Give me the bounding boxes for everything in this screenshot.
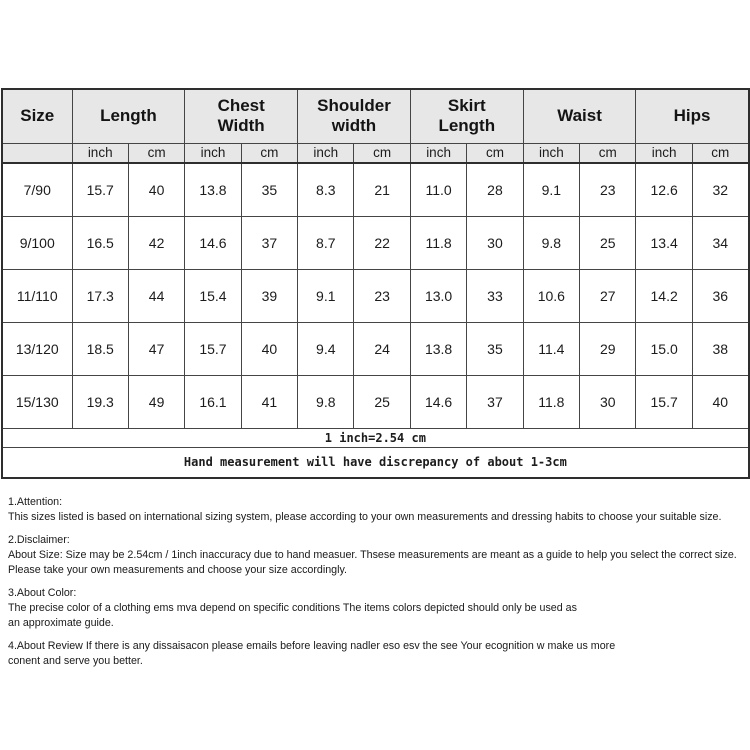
size-cell: 11/110 [2,269,72,322]
size-cell: 13/120 [2,322,72,375]
unit-label: inch [410,143,466,163]
note-section [8,495,748,525]
measurement-cell: 12.6 [636,163,692,216]
measurement-cell: 13.8 [185,163,241,216]
unit-label: inch [636,143,692,163]
measurement-cell: 34 [692,216,748,269]
measurement-cell: 11.4 [523,322,579,375]
measurement-cell: 23 [580,163,636,216]
measurement-cell: 23 [354,269,410,322]
note-line: This sizes listed is based on international sizing system, please according to your own measurements and dressing habits to choose your suitable size. [8,511,722,523]
note-section [8,533,748,578]
header-group: Shoulder width [298,89,411,143]
measurement-cell: 8.7 [298,216,354,269]
measurement-cell: 16.1 [185,375,241,428]
size-cell: 9/100 [2,216,72,269]
measurement-cell: 39 [241,269,297,322]
unit-label: cm [354,143,410,163]
measurement-cell: 37 [467,375,523,428]
note-heading: 1.Attention: [8,496,63,508]
note-line: The precise color of a clothing ems mva depend on specific conditions The items colors depicted should only be used as [8,602,577,614]
unit-label: inch [185,143,241,163]
footnote-cell: 1 inch=2.54 cm [2,428,749,447]
unit-label: cm [692,143,748,163]
header-group: Skirt Length [410,89,523,143]
measurement-cell: 10.6 [523,269,579,322]
unit-label: inch [72,143,128,163]
measurement-cell: 35 [467,322,523,375]
unit-label: cm [241,143,297,163]
measurement-cell: 15.4 [185,269,241,322]
unit-label: inch [523,143,579,163]
measurement-cell: 15.7 [185,322,241,375]
note-heading: 2.Disclaimer: [8,534,70,546]
measurement-cell: 40 [692,375,748,428]
measurement-cell: 32 [692,163,748,216]
header-group: Length [72,89,185,143]
note-section [8,586,748,631]
measurement-cell: 11.8 [410,216,466,269]
unit-label: cm [128,143,184,163]
measurement-cell: 9.8 [523,216,579,269]
measurement-cell: 18.5 [72,322,128,375]
header-group: Chest Width [185,89,298,143]
notes [8,495,748,677]
measurement-cell: 21 [354,163,410,216]
measurement-cell: 38 [692,322,748,375]
note-line: About Size: Size may be 2.54cm / 1inch inaccuracy due to hand measuer. Thsese measurements are meant as a guide to help you select the correct size. [8,549,737,561]
measurement-cell: 13.8 [410,322,466,375]
note-line: an approximate guide. [8,617,114,629]
table-row [2,322,749,375]
measurement-cell: 19.3 [72,375,128,428]
measurement-cell: 49 [128,375,184,428]
measurement-cell: 15.7 [636,375,692,428]
measurement-cell: 16.5 [72,216,128,269]
table-row [2,269,749,322]
table-row [2,163,749,216]
unit-label: cm [467,143,523,163]
measurement-cell: 9.4 [298,322,354,375]
note-section [8,639,748,669]
note-line: 4.About Review If there is any dissaisacon please emails before leaving nadler eso esv the see Your ecognition w make us more [8,640,616,652]
measurement-cell: 40 [128,163,184,216]
footnote-row [2,428,749,447]
measurement-cell: 33 [467,269,523,322]
note-line: Please take your own measurements and choose your size accordingly. [8,564,348,576]
measurement-cell: 9.8 [298,375,354,428]
table-header-row [2,89,749,143]
measurement-cell: 13.4 [636,216,692,269]
table-row [2,375,749,428]
footnote-cell: Hand measurement will have discrepancy of about 1-3cm [2,447,749,478]
measurement-cell: 25 [580,216,636,269]
footnote-row [2,447,749,478]
measurement-cell: 37 [241,216,297,269]
measurement-cell: 11.0 [410,163,466,216]
measurement-cell: 24 [354,322,410,375]
measurement-cell: 42 [128,216,184,269]
unit-spacer [2,143,72,163]
header-group: Hips [636,89,749,143]
measurement-cell: 15.0 [636,322,692,375]
size-cell: 7/90 [2,163,72,216]
measurement-cell: 8.3 [298,163,354,216]
measurement-cell: 41 [241,375,297,428]
measurement-cell: 28 [467,163,523,216]
table-row [2,216,749,269]
measurement-cell: 9.1 [523,163,579,216]
unit-label: inch [298,143,354,163]
measurement-cell: 22 [354,216,410,269]
measurement-cell: 15.7 [72,163,128,216]
measurement-cell: 44 [128,269,184,322]
measurement-cell: 29 [580,322,636,375]
unit-label: cm [580,143,636,163]
measurement-cell: 13.0 [410,269,466,322]
size-chart-table [1,88,750,479]
measurement-cell: 9.1 [298,269,354,322]
note-line: conent and serve you better. [8,655,143,667]
measurement-cell: 27 [580,269,636,322]
measurement-cell: 17.3 [72,269,128,322]
measurement-cell: 11.8 [523,375,579,428]
measurement-cell: 14.2 [636,269,692,322]
measurement-cell: 30 [580,375,636,428]
measurement-cell: 47 [128,322,184,375]
header-size: Size [2,89,72,143]
measurement-cell: 40 [241,322,297,375]
measurement-cell: 35 [241,163,297,216]
measurement-cell: 25 [354,375,410,428]
header-group: Waist [523,89,636,143]
note-heading: 3.About Color: [8,587,77,599]
measurement-cell: 14.6 [410,375,466,428]
measurement-cell: 36 [692,269,748,322]
measurement-cell: 30 [467,216,523,269]
size-cell: 15/130 [2,375,72,428]
measurement-cell: 14.6 [185,216,241,269]
table-units-row [2,143,749,163]
